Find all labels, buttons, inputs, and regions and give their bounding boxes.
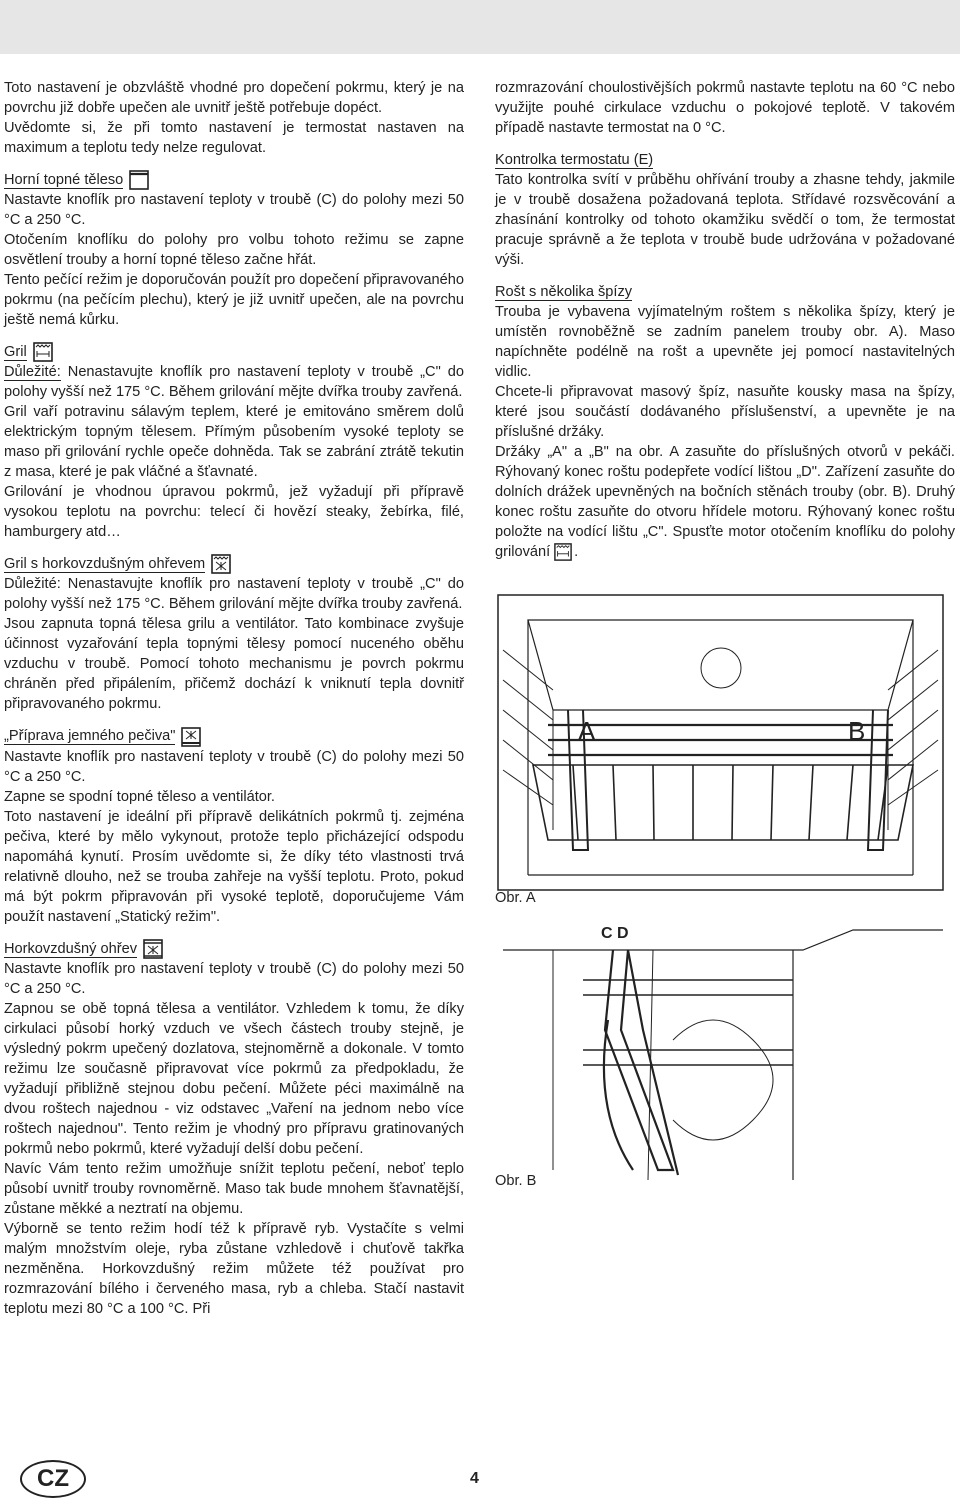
- heading-text: Gril s horkovzdušným ohřevem: [4, 556, 206, 573]
- figure-b: [493, 920, 948, 1190]
- paragraph: Zapnou se obě topná tělesa a ventilátor. Vzhledem k tomu, že díky cirkulaci působí horký vzduch ve všech částech trouby stejně, je výsledný pokrm upečený dozlatova, stejnoměrně a dokonale. V tomto režimu lze současně připravovat více pokrmů za předpokladu, že vyžadují přibližně stejnou dobu pečení. Můžete péci maximálně na dvou roštech najednou - viz odstavec „Vaření na jednom nebo více roštech najednou". Tento režim je vhodný pro přípravu gratinovaných pokrmů nebo pokrmů, které vyžadují delší dobu pečení.: [4, 1000, 464, 1157]
- section-heading-priprava: [4, 726, 464, 746]
- figure-caption-a: Obr. A: [495, 890, 536, 906]
- paragraph: Trouba je vybavena vyjímatelným roštem s několika špízy, který je umístěn rovnoběžně se zadním panelem trouby obr. A). Maso napíchněte podélně na rošt a upevněte jej pomocí nastavitelných vidlic.: [495, 304, 955, 380]
- paragraph: Jsou zapnuta topná tělesa grilu a ventilátor. Tato kombinace zvyšuje účinnost vyzařování tepla topnými tělesy pomocí nuceného oběhu vzduchu v troubě. Pomocí tohoto mechanismu je povrch pokrmu chráněn před připálením, přičemž dochází k vniknutí tepla dovnitř připravovaného pokrmu.: [4, 616, 464, 713]
- section-heading-horkovzdusny: [4, 939, 464, 959]
- right-column: [495, 78, 955, 562]
- figure-caption-b: Obr. B: [495, 1173, 537, 1189]
- paragraph-text: Nenastavujte knoflík pro nastavení teploty v troubě „C" do polohy vyšší než 175 °C. Během grilování mějte dvířka trouby zavřená.: [4, 364, 464, 401]
- section-heading-gril-horkovzdusny: [4, 554, 464, 574]
- paragraph: Otočením knoflíku do polohy pro volbu tohoto režimu se zapne osvětlení trouby a horní topné těleso začne hřát.: [4, 232, 464, 269]
- paragraph: Navíc Vám tento režim umožňuje snížit teplotu pečení, neboť teplo působí uvnitř trouby rovnoměrně. Maso tak bude mnohem šťavnatější, zůstane měkké a neztratí na objemu.: [4, 1160, 464, 1217]
- important-label: Důležité:: [4, 364, 61, 381]
- paragraph: Gril vaří potravinu sálavým teplem, které je emitováno směrem dolů elektrickým topným tělesem. Přímým působením vysoké teploty se maso při grilování rychle opeče dohněda. Tak se zabrání ztrátě tekutin z masa, které je pak vláčné a šťavnaté.: [4, 404, 464, 481]
- paragraph: Výborně se tento režim hodí též k přípravě ryb. Vystačíte s velmi malým množstvím oleje, ryba zůstane vzhledově i chuťově takřka nezměněna. Horkovzdušný režim můžete též používat pro rozmrazování bílého i červeného masa, ryb a chleba. Stačí nastavit teplotu mezi 80 °C a 100 °C. Při: [4, 1220, 464, 1317]
- paragraph: rozmrazování choulostivějších pokrmů nastavte teplotu na 60 °C nebo využijte pouhé cirkulace vzduchu o pokojové teplotě. V takovém případě nastavte termostat na 0 °C.: [495, 80, 955, 136]
- left-column: [4, 78, 464, 1319]
- bottom-heater-fan-icon: [181, 727, 201, 747]
- heading-text: Horkovzdušný ohřev: [4, 940, 138, 957]
- language-badge: CZ: [20, 1460, 86, 1498]
- fan-icon: [143, 939, 163, 959]
- section-heading-kontrolka: [495, 150, 955, 170]
- section-heading-gril: [4, 342, 464, 362]
- paragraph-text: Držáky „A" a „B" na obr. A zasuňte do příslušných otvorů v pekáči. Rýhovaný konec roštu podepřete vodící lištou „D". Zařízení zasuňte do dolních drážek upevněných na bočních stěnách trouby (obr. B). Druhý konec roštu zasuňte do otvoru hřídele motoru. Rýhovaný konec roštu položte na vodící lištu „C". Spusťte motor otočením knoflíku do polohy grilování: [495, 444, 955, 560]
- paragraph: Grilování je vhodnou úpravou pokrmů, jež vyžadují při přípravě vysokou teplotu na povrchu: telecí či hovězí steaky, žebírka, filé, hamburgery atd…: [4, 484, 464, 541]
- paragraph: Chcete-li připravovat masový špíz, nasuňte kousky masa na špízy, které jsou součástí dodávaného příslušenství, a upevněte je na příslušné držáky.: [495, 384, 955, 440]
- grill-icon: [33, 342, 53, 362]
- figure-label-b: B: [848, 716, 866, 746]
- heading-text: Kontrolka termostatu (E): [495, 152, 654, 168]
- paragraph: [495, 442, 955, 562]
- paragraph: Nastavte knoflík pro nastavení teploty v troubě (C) do polohy mezi 50 °C a 250 °C.: [4, 960, 464, 997]
- paragraph: Nastavte knoflík pro nastavení teploty v troubě (C) do polohy mezi 50 °C a 250 °C.: [4, 748, 464, 785]
- figure-label-a: A: [578, 716, 596, 746]
- page-header-bar: [0, 0, 960, 54]
- figure-a: [493, 590, 948, 915]
- paragraph: Toto nastavení je obzvláště vhodné pro dopečení pokrmu, který je na povrchu již dobře upečen ale uvnitř ještě potřebuje dopéct.: [4, 80, 464, 116]
- paragraph: Tento pečící režim je doporučován použít pro dopečení připravovaného pokrmu (na pečícím plechu), který je již uvnitř upečen, ale na povrchu ještě nemá kůrku.: [4, 272, 464, 329]
- top-heater-icon: [129, 170, 149, 190]
- heading-text: Rošt s několika špízy: [495, 284, 633, 300]
- heading-text: „Příprava jemného pečiva": [4, 728, 176, 745]
- page-number: 4: [470, 1470, 479, 1487]
- paragraph: Uvědomte si, že při tomto nastavení je termostat nastaven na maximum a teplotu tedy nelze regulovat.: [4, 120, 464, 156]
- grill-fan-icon: [211, 554, 231, 574]
- oven-rack-illustration: [493, 590, 948, 915]
- grill-icon: [554, 543, 572, 561]
- figure-label-cd: C D: [601, 925, 629, 942]
- paragraph-end: .: [574, 544, 579, 560]
- section-heading-rost: [495, 282, 955, 302]
- paragraph: [4, 362, 464, 402]
- paragraph: Nastavte knoflík pro nastavení teploty v troubě (C) do polohy mezi 50 °C a 250 °C.: [4, 192, 464, 229]
- paragraph: Důležité: Nenastavujte knoflík pro nastavení teploty v troubě „C" do polohy vyšší než 175 °C. Během grilování mějte dvířka trouby zavřená.: [4, 576, 464, 613]
- heading-text: Horní topné těleso: [4, 172, 124, 188]
- heading-text: Gril: [4, 344, 27, 361]
- rack-detail-illustration: [493, 920, 948, 1190]
- paragraph: Toto nastavení je ideální při přípravě delikátních pokrmů tj. zejména pečiva, které by mělo vykynout, protože teplo přicházející odspodu napomáhá kynutí. Prosím uvědomte si, že díky této vlastnosti trvá relativně dlouho, než se trouba zahřeje na vyšší teplotu. Proto, pokud má být pokrm připravován při vysoké teplotě, doporučujeme Vám použít nastavení „Statický režim".: [4, 808, 464, 925]
- paragraph: Tato kontrolka svítí v průběhu ohřívání trouby a zhasne tehdy, jakmile je v troubě dosažena požadovaná teplota. Střídavé rozsvěcování a zhasínání kontrolky od tohoto okamžiku svědčí o tom, že termostat pracuje správně a že teplota v troubě bude udržována v požadované výši.: [495, 172, 955, 268]
- section-heading-horni: [4, 170, 464, 190]
- paragraph: Zapne se spodní topné těleso a ventilátor.: [4, 788, 275, 805]
